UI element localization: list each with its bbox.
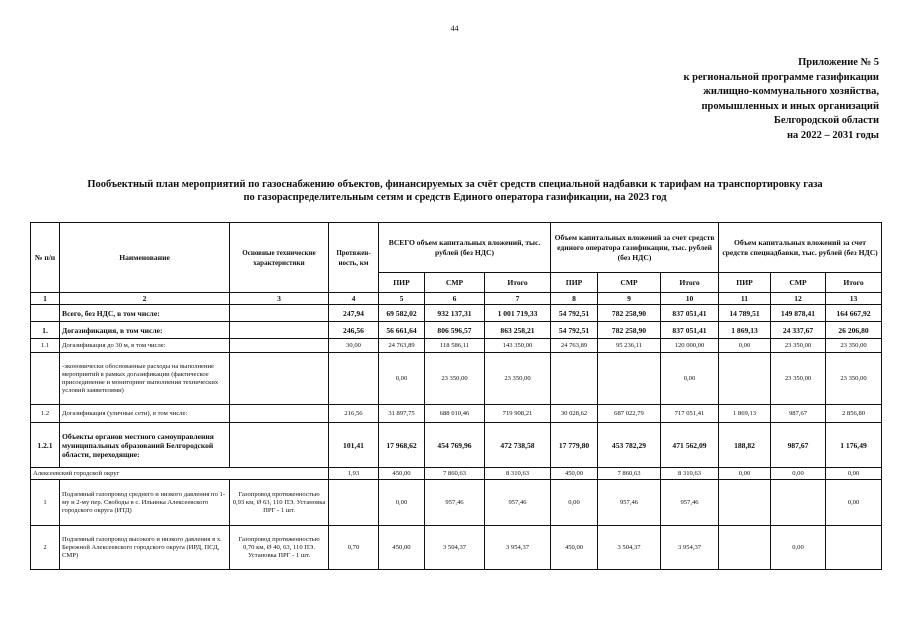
row-value: 782 258,90 — [598, 305, 661, 322]
row-value: 0,00 — [661, 353, 719, 405]
row-value: 837 051,41 — [661, 305, 719, 322]
col-number: 9 — [598, 293, 661, 305]
row-tech — [230, 305, 329, 322]
item-value: 0,00 — [379, 480, 425, 526]
header-pir: ПИР — [379, 273, 425, 293]
row-value: 1 869,13 — [719, 322, 771, 339]
row-value: 188,82 — [719, 423, 771, 468]
row-value: 23 350,00 — [425, 353, 485, 405]
row-tech — [230, 353, 329, 405]
row-value: 719 908,21 — [485, 405, 551, 423]
table-row — [31, 322, 882, 339]
row-name: Догазификация до 30 м, в том числе: — [60, 339, 230, 353]
row-value: 56 661,64 — [379, 322, 425, 339]
table-row — [31, 480, 882, 526]
header-length: Протяжен-ность, км — [329, 223, 379, 293]
row-value: 987,67 — [771, 405, 826, 423]
row-tech — [230, 322, 329, 339]
table-row — [31, 423, 882, 468]
row-num: 1. — [31, 322, 60, 339]
item-tech: Газопровод протяженностью 0,93 км, Ø 63, 110 ПЭ. Установка ПРГ - 1 шт. — [230, 480, 329, 526]
row-value: 1 869,13 — [719, 405, 771, 423]
row-value: 149 878,41 — [771, 305, 826, 322]
row-value: 24 763,89 — [379, 339, 425, 353]
row-num: 1.2 — [31, 405, 60, 423]
document-title — [30, 178, 880, 204]
item-value: 957,46 — [485, 480, 551, 526]
row-length: 247,94 — [329, 305, 379, 322]
item-value: 0,00 — [771, 526, 826, 570]
row-length: 30,00 — [329, 339, 379, 353]
item-value: 957,46 — [425, 480, 485, 526]
item-value: 3 504,37 — [598, 526, 661, 570]
row-num: 1.1 — [31, 339, 60, 353]
row-value: 454 769,96 — [425, 423, 485, 468]
header-surcharge-group: Объем капитальных вложений за счет средств спецнадбавки, тыс. рублей (без НДС) — [719, 223, 882, 273]
appendix-line: Приложение № 5 — [798, 57, 879, 68]
row-name: Догазификация, в том числе: — [60, 322, 230, 339]
item-value: 450,00 — [379, 526, 425, 570]
row-value: 1 001 719,33 — [485, 305, 551, 322]
row-tech — [230, 405, 329, 423]
row-value: 23 350,00 — [771, 339, 826, 353]
row-value: 120 000,00 — [661, 339, 719, 353]
col-number: 1 — [31, 293, 60, 305]
appendix-line: промышленных и иных организаций — [701, 100, 879, 112]
region-value: 8 310,63 — [485, 468, 551, 480]
row-value — [719, 353, 771, 405]
table-row — [31, 353, 882, 405]
document-title-line1: Пообъектный план мероприятий по газоснабжению объектов, финансируемых за счёт средств специальной надбавки к тарифам на транспортировку газа — [87, 179, 823, 190]
row-value: 932 137,31 — [425, 305, 485, 322]
row-name: Всего, без НДС, в том числе: — [60, 305, 230, 322]
appendix-line: Белгородской области — [773, 115, 879, 126]
row-value: 687 022,79 — [598, 405, 661, 423]
row-name: Догазификация (уличные сети), в том числе: — [60, 405, 230, 423]
row-value: 69 582,02 — [379, 305, 425, 322]
row-name: -экономически обоснованные расходы на выполнение мероприятий в рамках догазификации (фактическое присоединение и мониторинг выполнения технических условий заявителями) — [60, 353, 230, 405]
header-smr: СМР — [771, 273, 826, 293]
row-value: 23 350,00 — [771, 353, 826, 405]
header-total-group: ВСЕГО объем капитальных вложений, тыс. рублей (без НДС) — [379, 223, 551, 273]
col-number: 5 — [379, 293, 425, 305]
item-value — [771, 480, 826, 526]
region-value: 450,00 — [379, 468, 425, 480]
item-length: 0,70 — [329, 526, 379, 570]
row-value: 118 586,11 — [425, 339, 485, 353]
row-num: 1.2.1 — [31, 423, 60, 468]
row-value: 837 051,41 — [661, 322, 719, 339]
row-value — [551, 353, 598, 405]
header-smr: СМР — [425, 273, 485, 293]
row-value — [598, 353, 661, 405]
col-number: 8 — [551, 293, 598, 305]
appendix-line: жилищно-коммунального хозяйства, — [703, 86, 879, 97]
item-value — [719, 526, 771, 570]
region-value: 0,00 — [719, 468, 771, 480]
header-itogo: Итого — [661, 273, 719, 293]
row-value: 987,67 — [771, 423, 826, 468]
row-value: 24 763,89 — [551, 339, 598, 353]
row-value: 95 236,11 — [598, 339, 661, 353]
plan-table — [30, 222, 882, 570]
col-number: 6 — [425, 293, 485, 305]
row-value: 806 596,57 — [425, 322, 485, 339]
item-name: Подземный газопровод среднего и низкого давления по 1-му и 2-му пер. Свободы в с. Ильинка Алексеевского городского округа (ИТД) — [60, 480, 230, 526]
item-num: 1 — [31, 480, 60, 526]
row-name: Объекты органов местного самоуправления муниципальных образований Белгородской области, переходящие: — [60, 423, 230, 468]
item-tech: Газопровод протяженностью 0,70 км, Ø 40, 63, 110 ПЭ. Установка ПРГ - 1 шт. — [230, 526, 329, 570]
col-number: 3 — [230, 293, 329, 305]
row-value: 0,00 — [719, 339, 771, 353]
region-row — [31, 468, 882, 480]
row-tech — [230, 339, 329, 353]
row-value: 143 350,00 — [485, 339, 551, 353]
row-length — [329, 353, 379, 405]
row-value: 30 028,62 — [551, 405, 598, 423]
header-pir: ПИР — [719, 273, 771, 293]
row-value: 688 010,46 — [425, 405, 485, 423]
appendix-header — [609, 56, 879, 143]
row-value: 23 350,00 — [826, 339, 882, 353]
table-row — [31, 526, 882, 570]
appendix-line: на 2022 – 2031 годы — [786, 129, 879, 141]
item-name: Подземный газопровод высокого и низкого давления в х. Бережной Алексеевского городского округа (ИРД, ПСД, СМР) — [60, 526, 230, 570]
row-value: 164 667,92 — [826, 305, 882, 322]
header-name: Наименование — [60, 223, 230, 293]
row-value: 54 792,51 — [551, 322, 598, 339]
item-value: 3 954,37 — [485, 526, 551, 570]
item-length — [329, 480, 379, 526]
header-itogo: Итого — [826, 273, 882, 293]
table-row — [31, 305, 882, 322]
row-length: 101,41 — [329, 423, 379, 468]
row-value: 863 258,21 — [485, 322, 551, 339]
header-itogo: Итого — [485, 273, 551, 293]
header-pir: ПИР — [551, 273, 598, 293]
header-tech: Основные технические характеристики — [230, 223, 329, 293]
region-value: 7 860,63 — [598, 468, 661, 480]
row-value: 17 779,80 — [551, 423, 598, 468]
item-value: 957,46 — [598, 480, 661, 526]
item-value: 0,00 — [551, 480, 598, 526]
row-value: 2 856,80 — [826, 405, 882, 423]
row-value: 31 897,75 — [379, 405, 425, 423]
region-length: 1,93 — [329, 468, 379, 480]
col-number: 2 — [60, 293, 230, 305]
row-value: 717 051,41 — [661, 405, 719, 423]
item-value — [826, 526, 882, 570]
region-value: 0,00 — [771, 468, 826, 480]
item-num: 2 — [31, 526, 60, 570]
region-name: Алексеевский городской округ — [31, 468, 329, 480]
item-value: 0,00 — [826, 480, 882, 526]
row-value: 472 738,58 — [485, 423, 551, 468]
header-smr: СМР — [598, 273, 661, 293]
row-value: 24 337,67 — [771, 322, 826, 339]
region-value: 7 860,63 — [425, 468, 485, 480]
col-number: 11 — [719, 293, 771, 305]
col-number: 4 — [329, 293, 379, 305]
item-value — [719, 480, 771, 526]
col-number: 7 — [485, 293, 551, 305]
item-value: 957,46 — [661, 480, 719, 526]
row-value: 0,00 — [379, 353, 425, 405]
table-row — [31, 339, 882, 353]
row-value: 54 792,51 — [551, 305, 598, 322]
item-value: 3 504,37 — [425, 526, 485, 570]
region-value: 8 310,63 — [661, 468, 719, 480]
appendix-line: к региональной программе газификации — [683, 71, 879, 83]
row-num — [31, 305, 60, 322]
item-value: 3 954,37 — [661, 526, 719, 570]
row-value: 1 176,49 — [826, 423, 882, 468]
row-value: 17 968,62 — [379, 423, 425, 468]
document-title-line2: по газораспределительным сетям и средств Единого оператора газификации, на 2023 год — [243, 192, 667, 203]
item-value: 450,00 — [551, 526, 598, 570]
header-operator-group: Объем капитальных вложений за счет средств единого оператора газификации, тыс. рублей (без НДС) — [551, 223, 719, 273]
row-value: 23 350,00 — [485, 353, 551, 405]
region-value: 0,00 — [826, 468, 882, 480]
col-number: 10 — [661, 293, 719, 305]
row-tech — [230, 423, 329, 468]
row-value: 23 350,00 — [826, 353, 882, 405]
table-row — [31, 405, 882, 423]
header-num: № п/п — [31, 223, 60, 293]
row-length: 216,56 — [329, 405, 379, 423]
row-value: 453 782,29 — [598, 423, 661, 468]
region-value: 450,00 — [551, 468, 598, 480]
row-value: 14 789,51 — [719, 305, 771, 322]
row-value: 26 206,80 — [826, 322, 882, 339]
col-number: 13 — [826, 293, 882, 305]
row-num — [31, 353, 60, 405]
row-value: 471 562,09 — [661, 423, 719, 468]
row-length: 246,56 — [329, 322, 379, 339]
row-value: 782 258,90 — [598, 322, 661, 339]
page-number: 44 — [450, 24, 459, 33]
col-number: 12 — [771, 293, 826, 305]
